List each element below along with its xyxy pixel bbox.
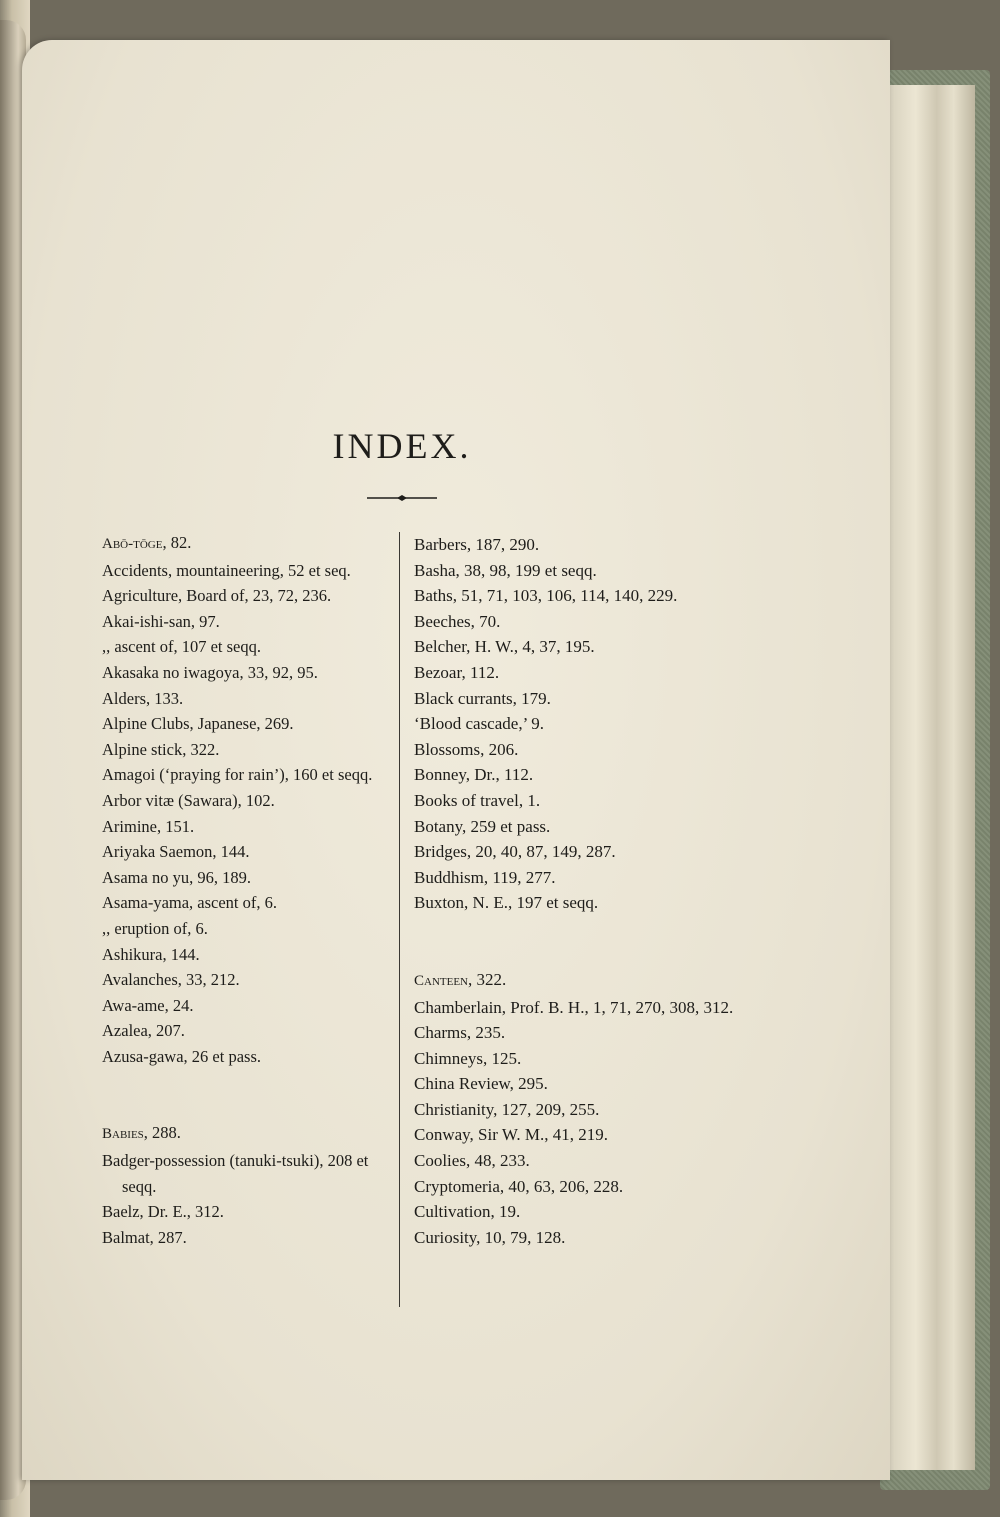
index-entry xyxy=(102,890,392,916)
index-entry xyxy=(102,839,392,865)
book-page xyxy=(22,40,890,1480)
entry-text: Cryptomeria, 40, 63, 206, 228. xyxy=(414,1176,624,1196)
index-entry xyxy=(102,1018,392,1044)
entry-text: Accidents, mountaineering, 52 et seq. xyxy=(102,560,351,580)
entry-text: Baths, 51, 71, 103, 106, 114, 140, 229. xyxy=(414,586,678,606)
entry-text: Conway, Sir W. M., 41, 219. xyxy=(414,1125,608,1145)
index-entry xyxy=(414,762,734,788)
index-entry xyxy=(102,916,392,942)
entry-text: Belcher, H. W., 4, 37, 195. xyxy=(414,637,595,657)
entry-text: Coolies, 48, 233. xyxy=(414,1151,530,1171)
index-entry xyxy=(414,1199,734,1225)
index-entry xyxy=(102,942,392,968)
section-gap xyxy=(102,1069,392,1120)
index-entry xyxy=(102,762,392,788)
index-entry xyxy=(102,1199,392,1225)
index-entry xyxy=(102,634,392,660)
entry-text: Beeches, 70. xyxy=(414,611,501,631)
entry-text: Botany, 259 et pass. xyxy=(414,816,551,836)
entry-text: Black currants, 179. xyxy=(414,688,551,708)
entry-text: Avalanches, 33, 212. xyxy=(102,970,240,990)
index-entry xyxy=(102,865,392,891)
index-entry xyxy=(414,839,734,865)
entry-text: Curiosity, 10, 79, 128. xyxy=(414,1227,566,1247)
index-entry xyxy=(102,660,392,686)
index-entry xyxy=(102,967,392,993)
title-ornament xyxy=(367,492,437,504)
index-entry xyxy=(414,1097,734,1123)
entry-text: Baelz, Dr. E., 312. xyxy=(102,1202,224,1222)
entry-text: Bezoar, 112. xyxy=(414,662,500,682)
entry-text: ‘Blood cascade,’ 9. xyxy=(414,714,544,734)
entry-text: China Review, 295. xyxy=(414,1074,548,1094)
index-column-left xyxy=(102,530,392,1250)
index-entry xyxy=(414,1122,734,1148)
entry-text: Arbor vitæ (Sawara), 102. xyxy=(102,790,275,810)
entry-text: Balmat, 287. xyxy=(102,1227,187,1247)
index-entry xyxy=(414,1046,734,1072)
entry-text: ,, eruption of, 6. xyxy=(102,918,208,938)
page-title: INDEX. xyxy=(332,426,472,466)
index-entry xyxy=(102,530,392,558)
index-entry xyxy=(414,814,734,840)
index-entry xyxy=(414,1071,734,1097)
column-divider xyxy=(399,532,400,1307)
entry-text: Azalea, 207. xyxy=(102,1021,185,1041)
index-entry xyxy=(414,532,734,558)
entry-text: Cultivation, 19. xyxy=(414,1202,521,1222)
index-entry xyxy=(102,788,392,814)
entry-text: Asama no yu, 96, 189. xyxy=(102,867,251,887)
index-entry xyxy=(414,995,734,1021)
index-entry xyxy=(414,609,734,635)
entry-text: , 82. xyxy=(162,533,192,552)
index-entry xyxy=(102,583,392,609)
index-entry xyxy=(414,558,734,584)
index-entry xyxy=(102,1225,392,1251)
index-entry xyxy=(102,993,392,1019)
entry-text: Akai-ishi-san, 97. xyxy=(102,611,220,631)
index-entry xyxy=(102,1148,392,1199)
index-entry xyxy=(414,737,734,763)
entry-text: Barbers, 187, 290. xyxy=(414,535,540,554)
page-stack-edge xyxy=(890,85,975,1470)
index-entry xyxy=(414,1225,734,1251)
index-entry xyxy=(414,686,734,712)
index-entry xyxy=(414,1174,734,1200)
entry-text: Charms, 235. xyxy=(414,1023,506,1043)
entry-text: Buxton, N. E., 197 et seqq. xyxy=(414,893,599,913)
index-column-right xyxy=(414,532,734,1250)
index-entry xyxy=(414,865,734,891)
entry-text: Alpine Clubs, Japanese, 269. xyxy=(102,714,294,734)
entry-text: Alders, 133. xyxy=(102,688,184,708)
index-entry xyxy=(102,711,392,737)
index-entry xyxy=(102,609,392,635)
index-entry xyxy=(414,1020,734,1046)
index-entry xyxy=(414,711,734,737)
entry-text: Buddhism, 119, 277. xyxy=(414,867,556,887)
entry-text: Bridges, 20, 40, 87, 149, 287. xyxy=(414,842,616,862)
entry-text: Amagoi (‘praying for rain’), 160 et seqq. xyxy=(102,765,373,785)
index-entry xyxy=(414,788,734,814)
index-entry xyxy=(414,660,734,686)
index-entry xyxy=(414,1148,734,1174)
index-entry xyxy=(414,890,734,916)
index-entry xyxy=(102,1044,392,1070)
index-entry xyxy=(102,686,392,712)
index-entry xyxy=(102,737,392,763)
entry-text: Books of travel, 1. xyxy=(414,790,541,810)
entry-text: Akasaka no iwagoya, 33, 92, 95. xyxy=(102,662,318,682)
section-gap xyxy=(414,916,734,967)
entry-heading: Canteen xyxy=(414,972,468,989)
entry-text: , 288. xyxy=(143,1123,181,1143)
entry-text: Ariyaka Saemon, 144. xyxy=(102,842,250,862)
entry-text: Badger-possession (tanuki-tsuki), 208 et seqq. xyxy=(102,1151,369,1196)
entry-heading: Babies xyxy=(102,1126,144,1143)
index-entry xyxy=(414,967,734,995)
entry-text: Basha, 38, 98, 199 et seqq. xyxy=(414,560,597,580)
index-entry xyxy=(414,583,734,609)
entry-text: ,, ascent of, 107 et seqq. xyxy=(102,637,261,657)
entry-text: Blossoms, 206. xyxy=(414,739,519,759)
entry-text: Alpine stick, 322. xyxy=(102,739,220,759)
entry-text: Ashikura, 144. xyxy=(102,944,200,964)
entry-text: Christianity, 127, 209, 255. xyxy=(414,1099,600,1119)
index-entry xyxy=(102,1120,392,1148)
entry-text: Bonney, Dr., 112. xyxy=(414,765,534,785)
index-entry xyxy=(414,634,734,660)
entry-text: Arimine, 151. xyxy=(102,816,195,836)
entry-text: Chamberlain, Prof. B. H., 1, 71, 270, 308, 312. xyxy=(414,997,734,1017)
index-entry xyxy=(102,814,392,840)
entry-text: Azusa-gawa, 26 et pass. xyxy=(102,1046,261,1066)
entry-text: , 322. xyxy=(468,969,507,989)
entry-text: Asama-yama, ascent of, 6. xyxy=(102,893,278,913)
index-entry xyxy=(102,558,392,584)
entry-text: Agriculture, Board of, 23, 72, 236. xyxy=(102,586,332,606)
entry-text: Awa-ame, 24. xyxy=(102,995,194,1015)
entry-text: Chimneys, 125. xyxy=(414,1048,522,1068)
entry-heading: Abō-tōge xyxy=(102,536,163,552)
